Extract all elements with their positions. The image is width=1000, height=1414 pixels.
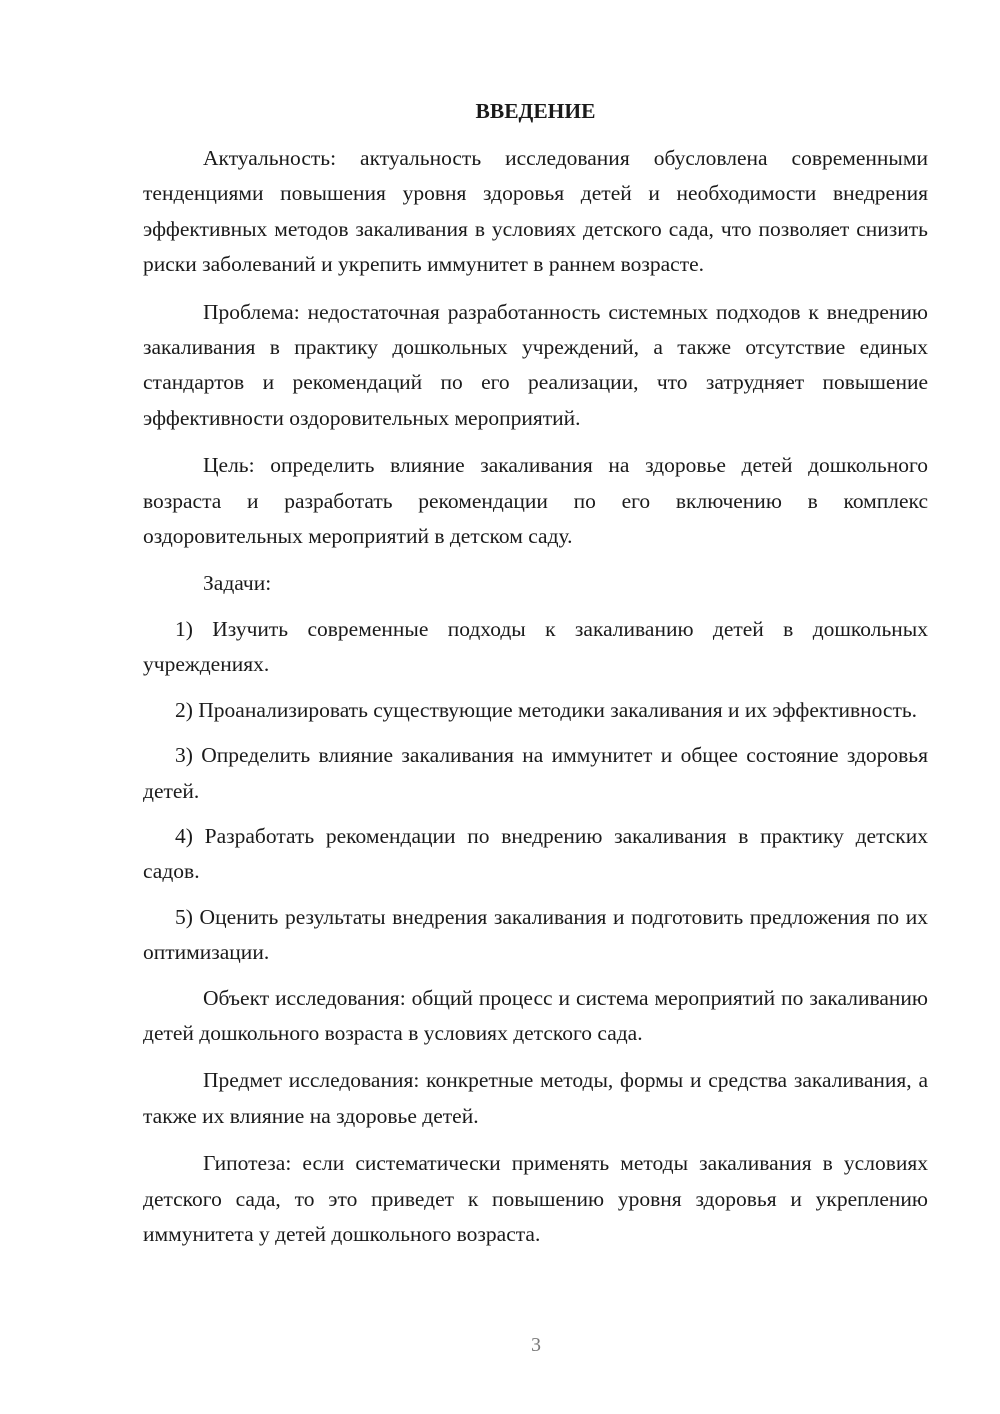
task-item-1: 1) Изучить современные подходы к закаливанию детей в дошкольных учреждениях. bbox=[143, 616, 928, 677]
page-content bbox=[143, 96, 928, 1264]
task-item-3: 3) Определить влияние закаливания на иммунитет и общее состояние здоровья детей. bbox=[143, 743, 928, 803]
paragraph-subject: Предмет исследования: конкретные методы, формы и средства закаливания, а также их влияние на здоровье детей. bbox=[143, 1068, 928, 1128]
task-item-4: 4) Разработать рекомендации по внедрению закаливания в практику детских садов. bbox=[143, 823, 928, 884]
page-title: ВВЕДЕНИЕ bbox=[475, 99, 596, 123]
paragraph-problem: Проблема: недостаточная разработанность системных подходов к внедрению закаливания в практику дошкольных учреждений, а также отсутствие единых стандартов и рекомендаций по его реализации, что затрудняет повышение эффективности оздоровительных мероприятий. bbox=[143, 299, 928, 430]
paragraph-relevance: Актуальность: актуальность исследования обусловлена современными тенденциями повышения уровня здоровья детей и необходимости внедрения эффективных методов закаливания в условиях детского сада, что позволяет снизить риски заболеваний и укрепить иммунитет в раннем возрасте. bbox=[143, 146, 928, 277]
paragraph-goal: Цель: определить влияние закаливания на здоровье детей дошкольного возраста и разработать рекомендации по его включению в комплекс оздоровительных мероприятий в детском саду. bbox=[143, 453, 928, 549]
tasks-heading: Задачи: bbox=[203, 571, 272, 596]
paragraph-hypothesis: Гипотеза: если систематически применять методы закаливания в условиях детского сада, то это приведет к повышению уровня здоровья и укреплению иммунитета у детей дошкольного возраста. bbox=[143, 1151, 928, 1246]
page-number: 3 bbox=[531, 1334, 541, 1356]
task-item-5: 5) Оценить результаты внедрения закаливания и подготовить предложения по их оптимизации. bbox=[143, 904, 928, 965]
task-item-2: 2) Проанализировать существующие методики закаливания и их эффективность. bbox=[175, 697, 918, 722]
paragraph-object: Объект исследования: общий процесс и система мероприятий по закаливанию детей дошкольного возраста в условиях детского сада. bbox=[143, 985, 928, 1045]
